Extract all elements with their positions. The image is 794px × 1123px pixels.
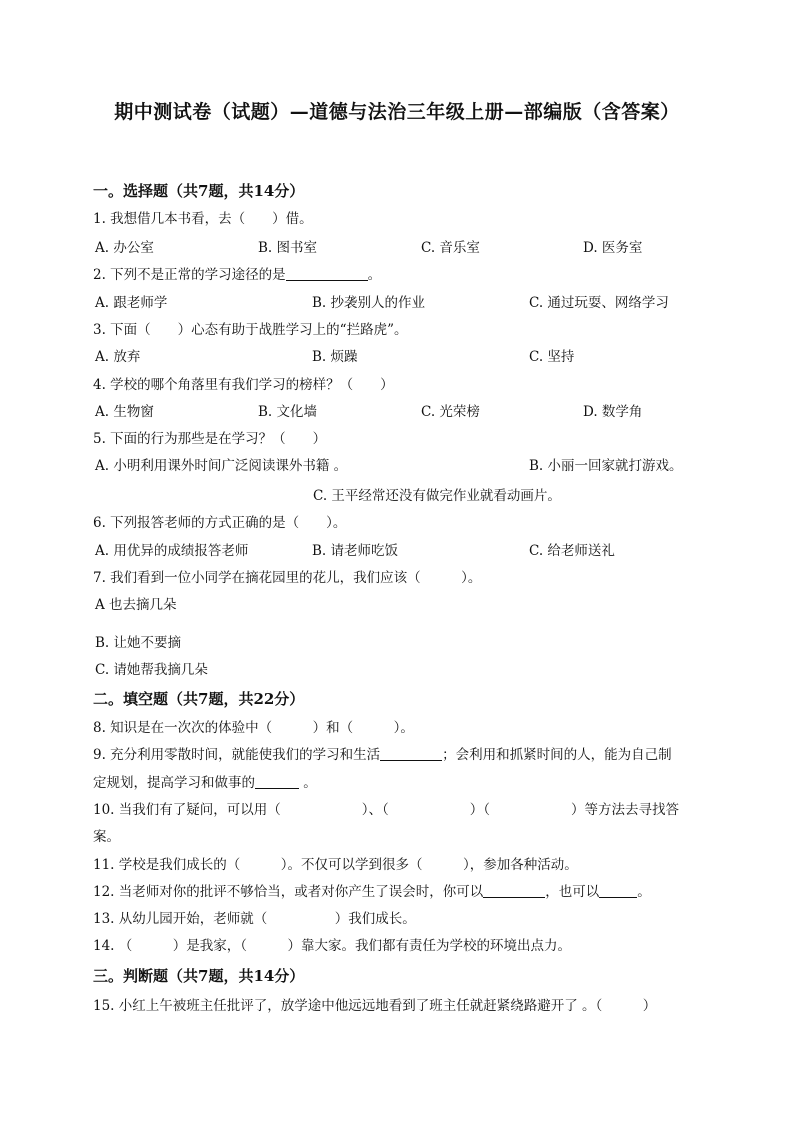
question-12-text-c: 。 (637, 884, 651, 900)
question-7-option-c: C. 请她帮我摘几朵 (95, 662, 208, 678)
question-9-line-1 (93, 746, 672, 764)
question-13: 13. 从幼儿园开始，老师就（ ）我们成长。 (93, 911, 416, 927)
question-7-option-b: B. 让她不要摘 (95, 635, 182, 651)
question-5-stem: 5. 下面的行为那些是在学习？（ ） (93, 431, 327, 447)
question-3-option-b: B. 烦躁 (312, 349, 358, 365)
question-1-option-a: A. 办公室 (95, 240, 154, 256)
question-3-stem: 3. 下面（ ）心态有助于战胜学习上的“拦路虎”。 (93, 322, 408, 338)
question-12-text-b: ，也可以 (545, 884, 600, 900)
question-4-option-c: C. 光荣榜 (421, 404, 480, 420)
question-2-stem (93, 266, 381, 284)
question-14: 14. （ ）是我家，（ ）靠大家。我们都有责任为学校的环境出点力。 (93, 938, 572, 954)
question-9-line-2 (93, 774, 317, 792)
question-3-option-a: A. 放弃 (95, 349, 141, 365)
answer-blank (286, 266, 368, 281)
question-4-stem: 4. 学校的哪个角落里有我们学习的榜样？（ ） (93, 377, 394, 393)
question-8: 8. 知识是在一次次的体验中（ ）和（ ）。 (93, 720, 414, 736)
question-2-option-a: A. 跟老师学 (95, 295, 168, 311)
answer-blank (255, 774, 299, 789)
section-heading-fill: 二。填空题（共7题，共22分） (93, 690, 305, 708)
question-12-text-a: 12. 当老师对你的批评不够恰当，或者对你产生了误会时，你可以 (93, 884, 484, 900)
question-6-option-a: A. 用优异的成绩报答老师 (95, 543, 249, 559)
answer-blank (483, 883, 545, 898)
question-2-stem-end: 。 (367, 267, 382, 283)
question-4-option-d: D. 数学角 (583, 404, 643, 420)
question-12 (93, 883, 651, 901)
question-1-stem: 1. 我想借几本书看，去（ ）借。 (93, 211, 313, 227)
question-5-option-b: B. 小丽一回家就打游戏。 (529, 458, 683, 474)
question-2-stem-text: 2. 下列不是正常的学习途径的是 (93, 267, 286, 283)
question-5-option-a: A. 小明利用课外时间广泛阅读课外书籍 。 (95, 458, 348, 474)
question-9-text-a: 9. 充分利用零散时间，就能使我们的学习和生活 (93, 747, 381, 763)
question-7-option-a: A 也去摘几朵 (95, 597, 177, 613)
question-2-option-b: B. 抄袭别人的作业 (312, 295, 426, 311)
question-9-text-b: ；会利用和抓紧时间的人，能为自己制 (442, 747, 672, 763)
question-7-stem: 7. 我们看到一位小同学在摘花园里的花儿，我们应该（ ）。 (93, 570, 482, 586)
question-5-option-c: C. 王平经常还没有做完作业就看动画片。 (313, 488, 561, 504)
question-1-option-c: C. 音乐室 (421, 240, 480, 256)
question-6-stem: 6. 下列报答老师的方式正确的是（ ）。 (93, 515, 347, 531)
question-15: 15. 小红上午被班主任批评了，放学途中他远远地看到了班主任就赶紧绕路避开了 。（ ） (93, 998, 657, 1014)
question-1-option-d: D. 医务室 (583, 240, 643, 256)
question-3-option-c: C. 坚持 (529, 349, 575, 365)
answer-blank (380, 746, 442, 761)
question-9-text-d: 。 (299, 775, 317, 791)
question-6-option-b: B. 请老师吃饭 (312, 543, 399, 559)
answer-blank (599, 883, 637, 898)
section-heading-judge: 三。判断题（共7题，共14分） (93, 967, 305, 985)
question-4-option-a: A. 生物窗 (95, 404, 154, 420)
question-10-line-1: 10. 当我们有了疑问，可以用（ ）、（ ）（ ）等方法去寻找答 (93, 802, 680, 818)
question-1-option-b: B. 图书室 (258, 240, 318, 256)
question-2-option-c: C. 通过玩耍、网络学习 (529, 295, 669, 311)
section-heading-choice: 一。选择题（共7题，共14分） (93, 182, 305, 200)
page-title: 期中测试卷（试题）—道德与法治三年级上册—部编版（含答案） (114, 101, 680, 123)
question-11: 11. 学校是我们成长的（ ）。不仅可以学到很多（ ），参加各种活动。 (93, 857, 578, 873)
question-10-line-2: 案。 (93, 829, 120, 845)
question-6-option-c: C. 给老师送礼 (529, 543, 615, 559)
question-9-text-c: 定规划，提高学习和做事的 (93, 775, 255, 791)
question-4-option-b: B. 文化墙 (258, 404, 318, 420)
